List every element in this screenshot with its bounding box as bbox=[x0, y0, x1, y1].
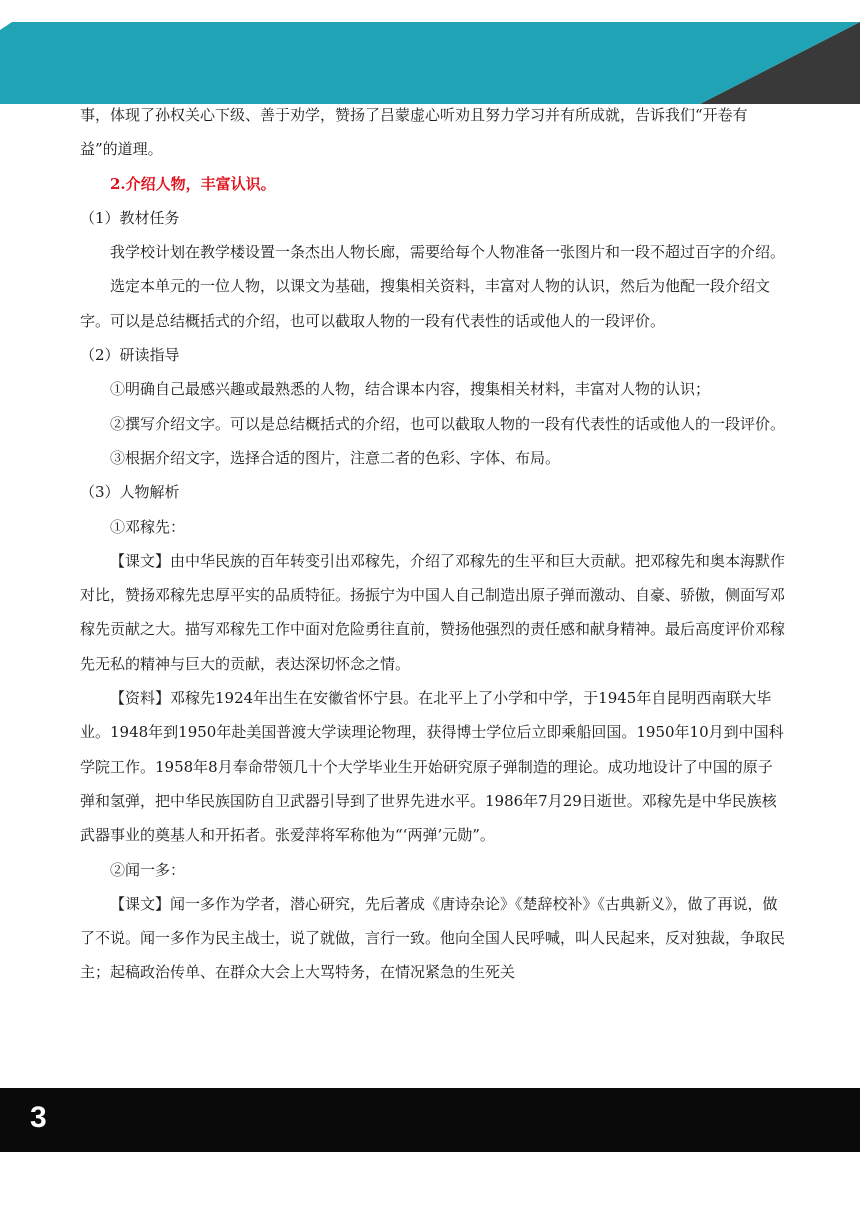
guidance-item-3: ③根据介绍文字，选择合适的图片，注意二者的色彩、字体、布局。 bbox=[110, 448, 561, 467]
guidance-item-1: ①明确自己最感兴趣或最熟悉的人物，结合课本内容，搜集相关材料，丰富对人物的认识； bbox=[110, 380, 711, 399]
section-heading: 2.介绍人物，丰富认识。 bbox=[110, 174, 276, 193]
footer-bar bbox=[0, 1088, 860, 1152]
guidance-item-2: ②撰写介绍文字。可以是总结概括式的介绍，也可以截取人物的一段有代表性的话或他人的一段评价。 bbox=[110, 414, 786, 433]
person-2-title: ②闻一多： bbox=[110, 860, 186, 879]
paragraph-task-detail: 选定本单元的一位人物，以课文为基础，搜集相关资料，丰富对人物的认识，然后为他配一段介绍文字。可以是总结概括式的介绍，也可以截取人物的一段有代表性的话或他人的一段评价。 bbox=[80, 277, 771, 330]
subheading-guidance: （2）研读指导 bbox=[80, 346, 180, 365]
person-1-title: ①邓稼先： bbox=[110, 517, 186, 536]
subheading-analysis: （3）人物解析 bbox=[80, 483, 180, 502]
person-2-text: 【课文】闻一多作为学者，潜心研究，先后著成《唐诗杂论》《楚辞校补》《古典新义》，做了再说，做了不说。闻一多作为民主战士，说了就做，言行一致。他向全国人民呼喊，叫人民起来，反对独裁，争取民主；起稿政治传单、在群众大会上大骂特务，在情况紧急的生死关 bbox=[80, 894, 786, 982]
page-number: 3 bbox=[30, 1101, 47, 1134]
document-body bbox=[80, 98, 785, 990]
paragraph-task-intro: 我学校计划在教学楼设置一条杰出人物长廊，需要给每个人物准备一张图片和一段不超过百字的介绍。 bbox=[110, 243, 786, 262]
person-1-text: 【课文】由中华民族的百年转变引出邓稼先，介绍了邓稼先的生平和巨大贡献。把邓稼先和奥本海默作对比，赞扬邓稼先忠厚平实的品质特征。扬振宁为中国人自己制造出原子弹而激动、自豪、骄傲，侧面写邓稼先贡献之大。描写邓稼先工作中面对危险勇往直前，赞扬他强烈的责任感和献身精神。最后高度评价邓稼先无私的精神与巨大的贡献，表达深切怀念之情。 bbox=[80, 551, 786, 673]
person-1-material: 【资料】邓稼先1924年出生在安徽省怀宁县。在北平上了小学和中学，于1945年自昆明西南联大毕业。1948年到1950年赴美国普渡大学读理论物理，获得博士学位后立即乘船回国。1950年10月到中国科学院工作。1958年8月奉命带领几十个大学毕业生开始研究原子弹制造的理论。成功地设计了中国的原子弹和氢弹，把中华民族国防自卫武器引导到了世界先进水平。1986年7月29日逝世。邓稼先是中华民族核武器事业的奠基人和开拓者。张爱萍将军称他为“‘两弹’元勋”。 bbox=[80, 689, 784, 845]
paragraph-continuation: 事，体现了孙权关心下级、善于劝学，赞扬了吕蒙虚心听劝且努力学习并有所成就，告诉我们“开卷有益”的道理。 bbox=[80, 106, 748, 159]
header-banner bbox=[0, 0, 860, 104]
subheading-task: （1）教材任务 bbox=[80, 208, 180, 227]
